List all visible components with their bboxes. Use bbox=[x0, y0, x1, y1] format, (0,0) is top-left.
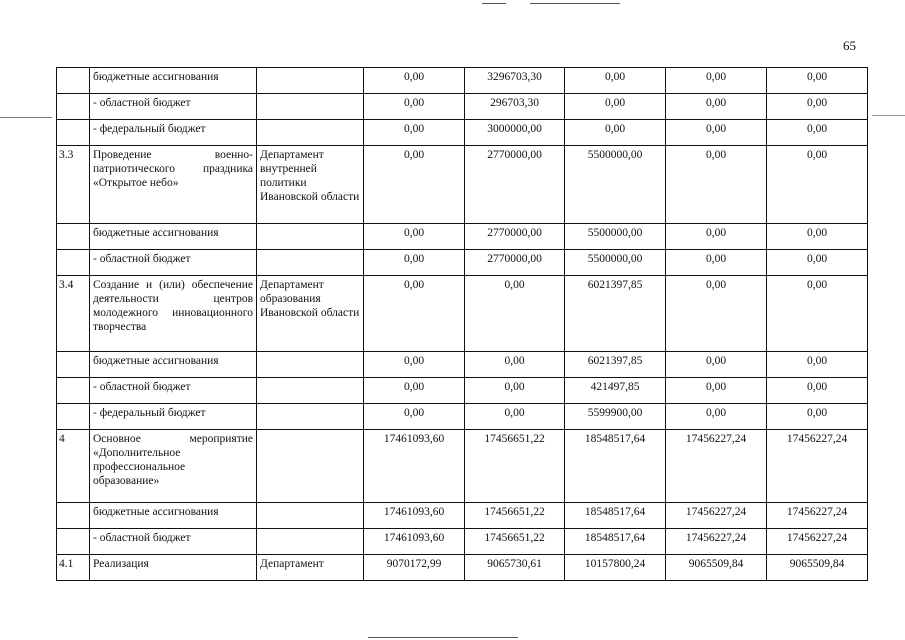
row-value-4: 0,00 bbox=[666, 378, 767, 404]
row-value-3: 0,00 bbox=[565, 94, 666, 120]
row-value-5: 17456227,24 bbox=[767, 430, 868, 503]
row-value-2: 0,00 bbox=[465, 352, 565, 378]
row-value-1: 0,00 bbox=[364, 250, 465, 276]
row-value-3: 5500000,00 bbox=[565, 146, 666, 224]
row-value-2: 2770000,00 bbox=[465, 224, 565, 250]
row-value-4: 17456227,24 bbox=[666, 503, 767, 529]
row-value-1: 9070172,99 bbox=[364, 555, 465, 581]
row-value-3: 0,00 bbox=[565, 120, 666, 146]
row-code bbox=[57, 352, 90, 378]
row-executor bbox=[257, 68, 364, 94]
row-code: 3.4 bbox=[57, 276, 90, 352]
scan-line-top-2 bbox=[530, 3, 620, 4]
row-value-2: 17456651,22 bbox=[465, 529, 565, 555]
row-value-5: 17456227,24 bbox=[767, 529, 868, 555]
row-value-3: 18548517,64 bbox=[565, 529, 666, 555]
row-value-5: 17456227,24 bbox=[767, 503, 868, 529]
row-value-3: 0,00 bbox=[565, 68, 666, 94]
row-value-5: 0,00 bbox=[767, 352, 868, 378]
table-row bbox=[57, 68, 868, 94]
row-value-4: 0,00 bbox=[666, 352, 767, 378]
row-value-2: 9065730,61 bbox=[465, 555, 565, 581]
row-name: бюджетные ассигнования bbox=[90, 68, 257, 94]
row-executor bbox=[257, 224, 364, 250]
row-value-5: 0,00 bbox=[767, 120, 868, 146]
row-code: 4 bbox=[57, 430, 90, 503]
row-value-5: 0,00 bbox=[767, 68, 868, 94]
row-name: Проведение военно-патриотического праздника «Открытое небо» bbox=[90, 146, 257, 224]
table-row bbox=[57, 430, 868, 503]
row-value-3: 6021397,85 bbox=[565, 276, 666, 352]
row-value-5: 0,00 bbox=[767, 146, 868, 224]
row-code bbox=[57, 404, 90, 430]
row-value-1: 0,00 bbox=[364, 224, 465, 250]
row-value-5: 9065509,84 bbox=[767, 555, 868, 581]
row-value-1: 17461093,60 bbox=[364, 503, 465, 529]
scan-line-left bbox=[0, 117, 52, 118]
row-name: - областной бюджет bbox=[90, 378, 257, 404]
row-code bbox=[57, 250, 90, 276]
row-value-4: 0,00 bbox=[666, 250, 767, 276]
row-value-5: 0,00 bbox=[767, 404, 868, 430]
row-name: бюджетные ассигнования bbox=[90, 224, 257, 250]
row-executor bbox=[257, 250, 364, 276]
row-value-4: 0,00 bbox=[666, 120, 767, 146]
row-value-1: 0,00 bbox=[364, 146, 465, 224]
scan-line-right bbox=[872, 115, 905, 116]
row-value-5: 0,00 bbox=[767, 224, 868, 250]
row-value-3: 18548517,64 bbox=[565, 430, 666, 503]
row-value-5: 0,00 bbox=[767, 378, 868, 404]
table-row bbox=[57, 529, 868, 555]
row-name: Основное мероприятие «Дополнительное профессиональное образование» bbox=[90, 430, 257, 503]
row-value-4: 17456227,24 bbox=[666, 430, 767, 503]
row-code: 4.1 bbox=[57, 555, 90, 581]
row-value-1: 0,00 bbox=[364, 404, 465, 430]
row-value-2: 0,00 bbox=[465, 378, 565, 404]
row-value-5: 0,00 bbox=[767, 250, 868, 276]
row-code bbox=[57, 503, 90, 529]
row-executor: Департамент bbox=[257, 555, 364, 581]
row-name: Реализация bbox=[90, 555, 257, 581]
row-name: бюджетные ассигнования bbox=[90, 503, 257, 529]
row-code bbox=[57, 224, 90, 250]
row-value-3: 6021397,85 bbox=[565, 352, 666, 378]
row-executor bbox=[257, 430, 364, 503]
row-executor: Департамент внутренней политики Ивановской области bbox=[257, 146, 364, 224]
row-value-2: 3296703,30 bbox=[465, 68, 565, 94]
row-value-4: 0,00 bbox=[666, 68, 767, 94]
table-row bbox=[57, 224, 868, 250]
table-row bbox=[57, 378, 868, 404]
row-value-3: 5500000,00 bbox=[565, 224, 666, 250]
row-value-3: 421497,85 bbox=[565, 378, 666, 404]
row-executor bbox=[257, 404, 364, 430]
budget-table bbox=[56, 67, 868, 581]
table-row bbox=[57, 146, 868, 224]
scan-line-bottom bbox=[368, 637, 518, 638]
row-value-4: 9065509,84 bbox=[666, 555, 767, 581]
row-value-1: 0,00 bbox=[364, 276, 465, 352]
row-value-3: 18548517,64 bbox=[565, 503, 666, 529]
row-value-2: 17456651,22 bbox=[465, 430, 565, 503]
row-executor bbox=[257, 529, 364, 555]
row-value-1: 0,00 bbox=[364, 352, 465, 378]
table-row bbox=[57, 404, 868, 430]
table-row bbox=[57, 352, 868, 378]
row-value-4: 0,00 bbox=[666, 276, 767, 352]
table-row bbox=[57, 555, 868, 581]
row-name: Создание и (или) обеспечение деятельности центров молодежного инновационного творчества bbox=[90, 276, 257, 352]
row-value-4: 0,00 bbox=[666, 224, 767, 250]
row-executor bbox=[257, 378, 364, 404]
row-name: бюджетные ассигнования bbox=[90, 352, 257, 378]
table-row bbox=[57, 250, 868, 276]
row-code bbox=[57, 120, 90, 146]
table-row bbox=[57, 94, 868, 120]
page-number: 65 bbox=[843, 38, 856, 53]
row-name: - федеральный бюджет bbox=[90, 404, 257, 430]
row-value-5: 0,00 bbox=[767, 276, 868, 352]
row-value-2: 2770000,00 bbox=[465, 146, 565, 224]
row-value-1: 0,00 bbox=[364, 68, 465, 94]
row-value-4: 0,00 bbox=[666, 404, 767, 430]
row-value-2: 2770000,00 bbox=[465, 250, 565, 276]
row-value-3: 5599900,00 bbox=[565, 404, 666, 430]
row-name: - областной бюджет bbox=[90, 529, 257, 555]
scan-line-top-1 bbox=[482, 3, 506, 4]
row-value-2: 0,00 bbox=[465, 276, 565, 352]
row-executor bbox=[257, 120, 364, 146]
row-code bbox=[57, 529, 90, 555]
row-name: - федеральный бюджет bbox=[90, 120, 257, 146]
row-value-3: 10157800,24 bbox=[565, 555, 666, 581]
row-code: 3.3 bbox=[57, 146, 90, 224]
row-value-3: 5500000,00 bbox=[565, 250, 666, 276]
row-executor: Департамент образования Ивановской области bbox=[257, 276, 364, 352]
row-value-1: 0,00 bbox=[364, 378, 465, 404]
row-value-2: 3000000,00 bbox=[465, 120, 565, 146]
row-value-5: 0,00 bbox=[767, 94, 868, 120]
row-value-2: 0,00 bbox=[465, 404, 565, 430]
row-value-4: 0,00 bbox=[666, 94, 767, 120]
row-value-1: 17461093,60 bbox=[364, 430, 465, 503]
row-value-4: 17456227,24 bbox=[666, 529, 767, 555]
row-value-4: 0,00 bbox=[666, 146, 767, 224]
row-executor bbox=[257, 352, 364, 378]
row-value-2: 17456651,22 bbox=[465, 503, 565, 529]
row-name: - областной бюджет bbox=[90, 94, 257, 120]
row-executor bbox=[257, 94, 364, 120]
row-value-1: 0,00 bbox=[364, 120, 465, 146]
table-row bbox=[57, 503, 868, 529]
row-value-1: 0,00 bbox=[364, 94, 465, 120]
table-row bbox=[57, 276, 868, 352]
table-row bbox=[57, 120, 868, 146]
row-name: - областной бюджет bbox=[90, 250, 257, 276]
row-code bbox=[57, 94, 90, 120]
row-executor bbox=[257, 503, 364, 529]
row-code bbox=[57, 68, 90, 94]
row-code bbox=[57, 378, 90, 404]
row-value-2: 296703,30 bbox=[465, 94, 565, 120]
row-value-1: 17461093,60 bbox=[364, 529, 465, 555]
